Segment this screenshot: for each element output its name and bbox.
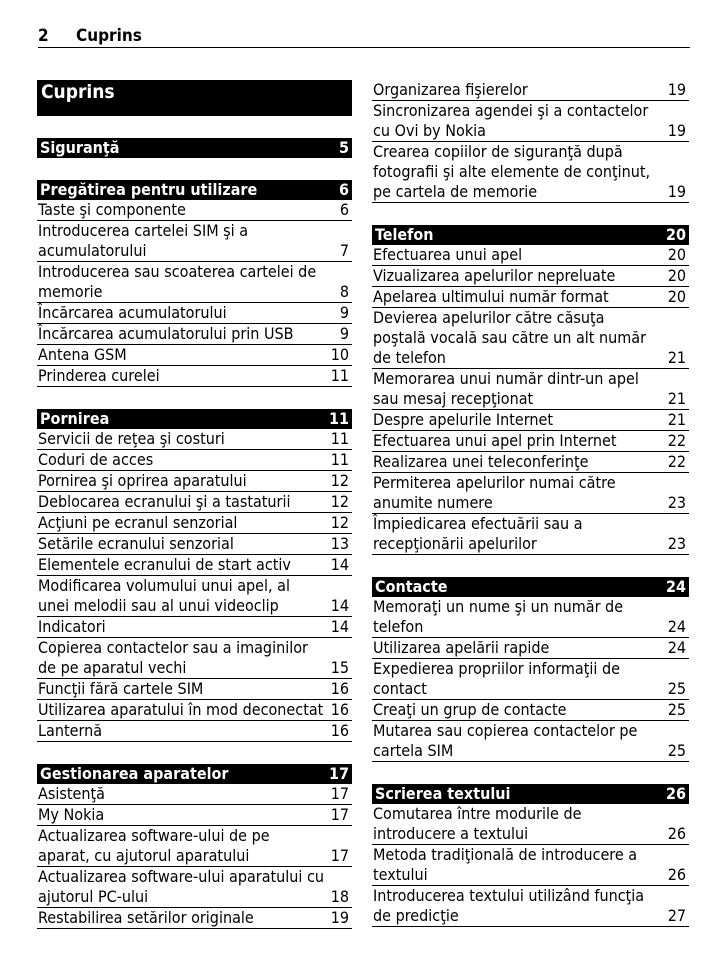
toc-entry-page: 21 <box>667 389 686 408</box>
toc-entry[interactable] <box>37 679 352 700</box>
toc-entry[interactable] <box>372 886 689 927</box>
toc-entry[interactable] <box>37 471 352 492</box>
section-heading-page: 24 <box>665 577 686 596</box>
section-heading-page: 20 <box>665 225 686 244</box>
toc-entry-page: 14 <box>330 617 349 636</box>
toc-entry-page: 16 <box>330 679 349 698</box>
toc-entry-page: 10 <box>330 345 349 364</box>
section-heading-title: Gestionarea aparatelor <box>40 764 229 783</box>
section-heading-page: 26 <box>665 784 686 803</box>
section-heading-page: 6 <box>338 180 349 199</box>
toc-entry-page: 11 <box>330 429 349 448</box>
toc-entry[interactable] <box>372 431 689 452</box>
toc-entry-label: Efectuarea unui apel <box>373 245 523 264</box>
toc-entry-label: Încărcarea acumulatorului <box>38 303 227 322</box>
toc-entry-label: Crearea copiilor de siguranţă după fotografii şi alte elemente de conţinut, pe cartela de memorie <box>373 142 651 201</box>
toc-entry-label: Permiterea apelurilor numai către anumite numere <box>373 473 616 512</box>
toc-entry-label: Apelarea ultimului număr format <box>373 287 609 306</box>
toc-entry-label: Pornirea şi oprirea aparatului <box>38 471 247 490</box>
toc-section <box>37 764 352 929</box>
toc-section <box>372 784 689 927</box>
toc-entry-page: 13 <box>330 534 349 553</box>
toc-entry-page: 21 <box>667 348 686 367</box>
toc-entry-label: Antena GSM <box>38 345 127 364</box>
toc-entry-label: Modificarea volumului unui apel, al unei melodii sau al unui videoclip <box>38 576 290 615</box>
toc-entry-page: 19 <box>330 908 349 927</box>
section-heading[interactable] <box>372 784 689 804</box>
toc-entry-label: Actualizarea software-ului aparatului cu ajutorul PC-ului <box>38 867 325 906</box>
toc-entry-label: Încărcarea acumulatorului prin USB <box>38 324 294 343</box>
section-heading-title: Contacte <box>375 577 448 596</box>
toc-right-column <box>372 80 689 949</box>
toc-entry-page: 12 <box>330 471 349 490</box>
toc-entry-page: 16 <box>330 700 349 719</box>
section-heading[interactable] <box>372 577 689 597</box>
toc-entry-page: 23 <box>667 493 686 512</box>
toc-entry[interactable] <box>372 597 689 638</box>
toc-entry-page: 21 <box>667 410 686 429</box>
toc-entry-page: 23 <box>667 534 686 553</box>
toc-entry-label: Acţiuni pe ecranul senzorial <box>38 513 238 532</box>
toc-entry[interactable] <box>372 101 689 142</box>
toc-entry-label: Despre apelurile Internet <box>373 410 553 429</box>
toc-entry-label: Împiedicarea efectuării sau a recepţionării apelurilor <box>373 514 583 553</box>
toc-entry-page: 17 <box>330 784 349 803</box>
toc-entry-label: Creaţi un grup de contacte <box>373 700 567 719</box>
toc-entry-page: 8 <box>339 282 349 301</box>
section-heading-page: 5 <box>338 138 349 157</box>
toc-entry-label: Mutarea sau copierea contactelor pe cartela SIM <box>373 721 638 760</box>
toc-entry[interactable] <box>37 450 352 471</box>
toc-entry-label: Realizarea unei teleconferinţe <box>373 452 589 471</box>
toc-entry-page: 12 <box>330 513 349 532</box>
toc-entry-page: 16 <box>330 721 349 740</box>
toc-entry-label: Setările ecranului senzorial <box>38 534 234 553</box>
toc-entry[interactable] <box>37 700 352 721</box>
toc-entry-page: 7 <box>339 241 349 260</box>
toc-section <box>37 409 352 742</box>
toc-entry-label: Efectuarea unui apel prin Internet <box>373 431 617 450</box>
toc-entry[interactable] <box>37 200 352 221</box>
toc-entry-page: 20 <box>667 287 686 306</box>
toc-entry-page: 18 <box>330 887 349 906</box>
section-heading[interactable] <box>37 138 352 158</box>
toc-entry-page: 19 <box>667 80 686 99</box>
toc-entry[interactable] <box>37 555 352 576</box>
toc-entry[interactable] <box>37 617 352 638</box>
toc-entry-label: Funcţii fără cartele SIM <box>38 679 204 698</box>
toc-entry-page: 17 <box>330 805 349 824</box>
toc-left-column <box>37 80 352 951</box>
toc-entry-page: 26 <box>667 865 686 884</box>
toc-entry-page: 25 <box>667 679 686 698</box>
toc-entry-label: Organizarea fişierelor <box>373 80 528 99</box>
toc-entry-label: Metoda tradiţională de introducere a textului <box>373 845 638 884</box>
toc-entry-page: 27 <box>667 906 686 925</box>
toc-entry[interactable] <box>37 805 352 826</box>
toc-title: Cuprins <box>37 80 352 116</box>
toc-entry-label: Expedierea propriilor informaţii de contact <box>373 659 620 698</box>
toc-entry-label: Actualizarea software-ului de pe aparat, cu ajutorul aparatului <box>38 826 270 865</box>
page-header <box>38 24 690 48</box>
toc-entry-page: 20 <box>667 245 686 264</box>
toc-entry-page: 15 <box>330 658 349 677</box>
section-heading-title: Telefon <box>375 225 434 244</box>
toc-entry-page: 20 <box>667 266 686 285</box>
toc-entry-page: 22 <box>667 431 686 450</box>
toc-entry-label: Copierea contactelor sau a imaginilor de pe aparatul vechi <box>38 638 308 677</box>
toc-entry-label: Sincronizarea agendei şi a contactelor cu Ovi by Nokia <box>373 101 649 140</box>
toc-entry-label: Introducerea cartelei SIM şi a acumulatorului <box>38 221 249 260</box>
toc-section <box>37 138 352 158</box>
toc-entry-page: 19 <box>667 182 686 201</box>
toc-entry[interactable] <box>37 513 352 534</box>
section-heading[interactable] <box>37 764 352 784</box>
toc-entry[interactable] <box>37 366 352 387</box>
toc-section <box>372 225 689 555</box>
toc-entry[interactable] <box>372 287 689 308</box>
toc-entry-label: Introducerea sau scoaterea cartelei de memorie <box>38 262 317 301</box>
toc-entry-page: 22 <box>667 452 686 471</box>
page-number: 2 <box>38 26 49 46</box>
toc-entry-page: 6 <box>339 200 349 219</box>
toc-entry-label: My Nokia <box>38 805 105 824</box>
toc-entry[interactable] <box>37 867 352 908</box>
toc-entry-label: Restabilirea setărilor originale <box>38 908 254 927</box>
toc-entry[interactable] <box>372 245 689 266</box>
toc-entry[interactable] <box>372 659 689 700</box>
toc-entry-label: Taste şi componente <box>38 200 186 219</box>
toc-entry-label: Memorarea unui număr dintr-un apel sau mesaj recepţionat <box>373 369 639 408</box>
toc-entry-label: Introducerea textului utilizând funcţia de predicţie <box>373 886 645 925</box>
toc-entry[interactable] <box>372 452 689 473</box>
toc-entry-label: Utilizarea apelării rapide <box>373 638 550 657</box>
toc-section <box>37 180 352 387</box>
section-heading[interactable] <box>372 225 689 245</box>
toc-entry[interactable] <box>372 700 689 721</box>
toc-entry-page: 25 <box>667 741 686 760</box>
toc-entry[interactable] <box>37 429 352 450</box>
toc-entry[interactable] <box>37 345 352 366</box>
toc-entry-label: Devierea apelurilor către căsuţa poştală vocală sau către un alt număr de telefon <box>373 308 646 367</box>
toc-entry[interactable] <box>37 534 352 555</box>
toc-entry-label: Asistenţă <box>38 784 105 803</box>
toc-entry-label: Elementele ecranului de start activ <box>38 555 291 574</box>
toc-entry[interactable] <box>372 369 689 410</box>
toc-entry-page: 24 <box>667 617 686 636</box>
toc-entry-label: Prinderea curelei <box>38 366 160 385</box>
toc-entry-label: Coduri de acces <box>38 450 154 469</box>
toc-entry[interactable] <box>37 324 352 345</box>
toc-entry-page: 11 <box>330 450 349 469</box>
toc-entry[interactable] <box>372 266 689 287</box>
section-heading[interactable] <box>37 180 352 200</box>
toc-entry[interactable] <box>372 308 689 369</box>
toc-entry[interactable] <box>37 721 352 742</box>
toc-entry[interactable] <box>372 845 689 886</box>
toc-entry-page: 9 <box>339 324 349 343</box>
toc-entry[interactable] <box>372 473 689 514</box>
toc-entry-page: 19 <box>667 121 686 140</box>
toc-entry-page: 14 <box>330 555 349 574</box>
section-heading-title: Pornirea <box>40 409 110 428</box>
header-title: Cuprins <box>76 26 142 46</box>
section-heading-page: 17 <box>328 764 349 783</box>
toc-entry[interactable] <box>372 804 689 845</box>
toc-entry-label: Memoraţi un nume şi un număr de telefon <box>373 597 624 636</box>
toc-entry-label: Servicii de reţea şi costuri <box>38 429 225 448</box>
section-heading-page: 11 <box>328 409 349 428</box>
toc-entry-label: Comutarea între modurile de introducere a textului <box>373 804 582 843</box>
toc-entry[interactable] <box>372 142 689 203</box>
toc-entry-page: 12 <box>330 492 349 511</box>
toc-entry-page: 26 <box>667 824 686 843</box>
toc-entry-label: Lanternă <box>38 721 103 740</box>
toc-entry[interactable] <box>37 303 352 324</box>
toc-entry[interactable] <box>372 80 689 101</box>
toc-entry[interactable] <box>37 908 352 929</box>
toc-entry[interactable] <box>37 576 352 617</box>
toc-entry-page: 9 <box>339 303 349 322</box>
toc-entry-label: Deblocarea ecranului şi a tastaturii <box>38 492 291 511</box>
toc-entry[interactable] <box>37 492 352 513</box>
toc-entry-page: 11 <box>330 366 349 385</box>
toc-entry[interactable] <box>37 638 352 679</box>
toc-entry-page: 14 <box>330 596 349 615</box>
toc-entry[interactable] <box>37 826 352 867</box>
toc-entry-label: Utilizarea aparatului în mod deconectat <box>38 700 324 719</box>
toc-entry-page: 25 <box>667 700 686 719</box>
toc-section <box>372 577 689 762</box>
section-heading-title: Scrierea textului <box>375 784 511 803</box>
section-heading-title: Siguranţă <box>40 138 120 157</box>
toc-entry-page: 24 <box>667 638 686 657</box>
toc-section-continued <box>372 80 689 203</box>
toc-entry-label: Vizualizarea apelurilor nepreluate <box>373 266 616 285</box>
toc-entry[interactable] <box>37 221 352 262</box>
toc-entry[interactable] <box>372 721 689 762</box>
toc-entry[interactable] <box>37 262 352 303</box>
toc-entry[interactable] <box>372 514 689 555</box>
toc-entry-page: 17 <box>330 846 349 865</box>
section-heading[interactable] <box>37 409 352 429</box>
toc-entry-label: Indicatori <box>38 617 106 636</box>
section-heading-title: Pregătirea pentru utilizare <box>40 180 258 199</box>
toc-entry[interactable] <box>37 784 352 805</box>
toc-entry[interactable] <box>372 410 689 431</box>
toc-entry[interactable] <box>372 638 689 659</box>
